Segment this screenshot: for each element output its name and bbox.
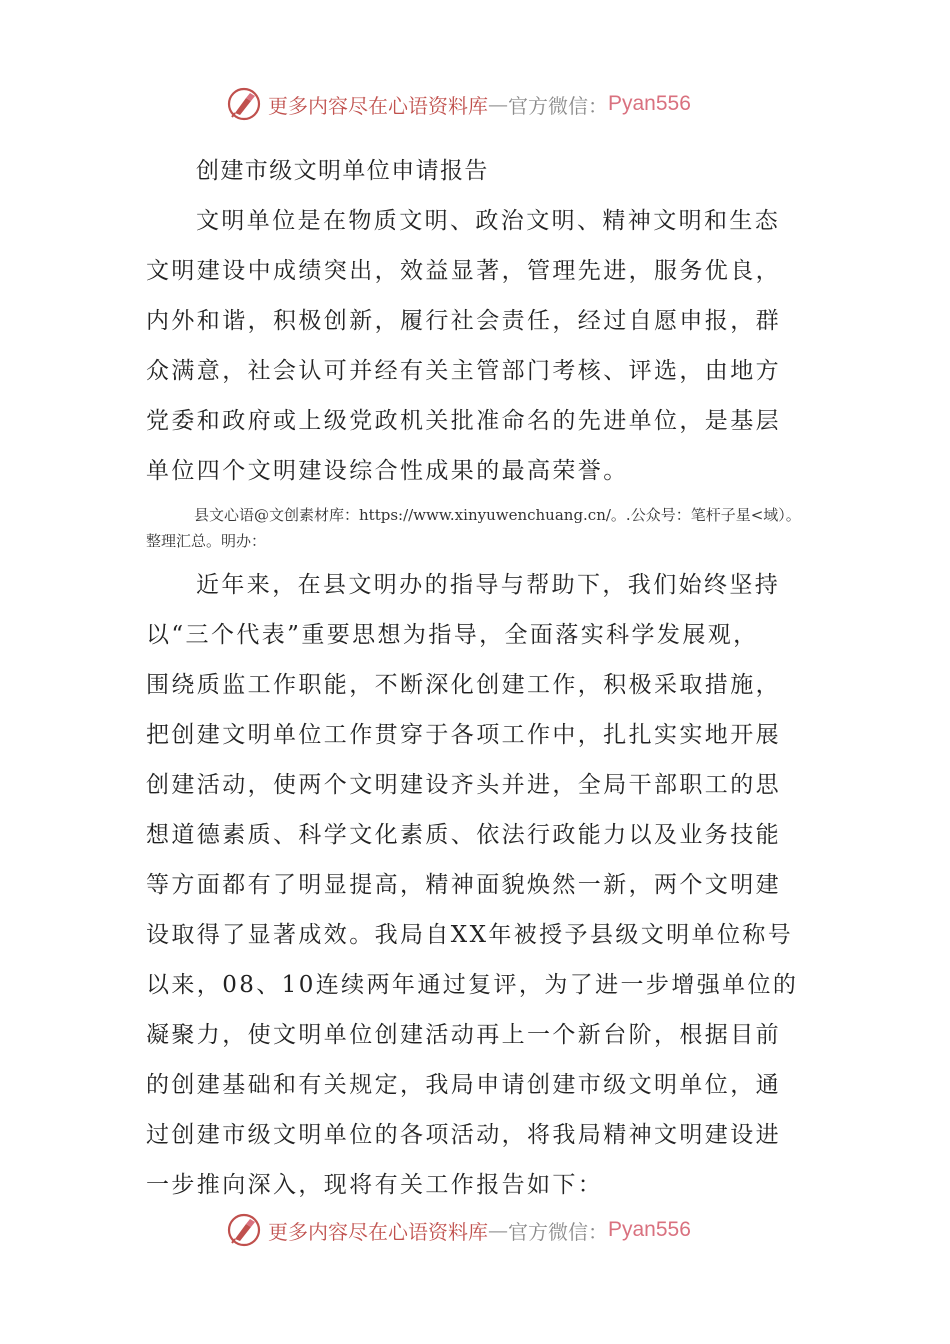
paragraph-line: 的创建基础和有关规定，我局申请创建市级文明单位，通: [146, 1072, 781, 1098]
brand-dash: —: [488, 1218, 508, 1242]
paragraph-line: 把创建文明单位工作贯穿于各项工作中，扎扎实实地开展: [146, 722, 781, 748]
paragraph-line: 设取得了显著成效。我局自XX年被授予县级文明单位称号: [146, 922, 794, 948]
paragraph-line: 等方面都有了明显提高，精神面貌焕然一新，两个文明建: [146, 872, 781, 898]
paragraph-line: 创建活动，使两个文明建设齐头并进，全局干部职工的思: [146, 772, 781, 798]
wechat-id: Pyan556: [608, 92, 691, 115]
paragraph-line: 党委和政府或上级党政机关批准命名的先进单位，是基层: [146, 408, 781, 434]
paragraph-line: 众满意，社会认可并经有关主管部门考核、评选，由地方: [146, 358, 781, 384]
note-line: 县文心语@文创素材库：https://www.xinyuwenchuang.cn/。.公众号：笔杆子星<域）。: [194, 506, 801, 524]
document-title: 创建市级文明单位申请报告: [196, 158, 489, 184]
paragraph-line: 围绕质监工作职能，不断深化创建工作，积极采取措施，: [146, 672, 781, 698]
paragraph-line: 文明单位是在物质文明、政治文明、精神文明和生态: [196, 208, 781, 234]
paragraph-line: 以来，08、10连续两年通过复评，为了进一步增强单位的: [146, 972, 799, 998]
wechat-label: 官方微信：: [508, 1219, 608, 1244]
paragraph-line: 一步推向深入，现将有关工作报告如下：: [146, 1172, 604, 1198]
paragraph-line: 内外和谐，积极创新，履行社会责任，经过自愿申报，群: [146, 308, 781, 334]
paragraph-line: 过创建市级文明单位的各项活动，将我局精神文明建设进: [146, 1122, 781, 1148]
paragraph-line: 以“三个代表”重要思想为指导，全面落实科学发展观，: [146, 622, 759, 648]
source-note: [146, 502, 810, 554]
note-line: 整理汇总。明办：: [146, 532, 267, 550]
paragraph-1: [146, 196, 810, 496]
paragraph-line: 近年来，在县文明办的指导与帮助下，我们始终坚持: [196, 572, 781, 598]
paragraph-line: 文明建设中成绩突出，效益显著，管理先进，服务优良，: [146, 258, 781, 284]
pen-nib-icon: [226, 86, 262, 122]
brand-text: 更多内容尽在心语资料库: [268, 93, 488, 118]
brand-dash: —: [488, 92, 508, 116]
paragraph-line: 单位四个文明建设综合性成果的最高荣誉。: [146, 458, 629, 484]
wechat-label: 官方微信：: [508, 93, 608, 118]
paragraph-line: 想道德素质、科学文化素质、依法行政能力以及业务技能: [146, 822, 781, 848]
brand-text: 更多内容尽在心语资料库: [268, 1219, 488, 1244]
header-banner: [226, 82, 746, 126]
paragraph-2: [146, 560, 810, 1210]
footer-banner: [226, 1208, 746, 1252]
wechat-id: Pyan556: [608, 1218, 691, 1241]
document-body: [146, 146, 810, 1210]
paragraph-line: 凝聚力，使文明单位创建活动再上一个新台阶，根据目前: [146, 1022, 781, 1048]
pen-nib-icon: [226, 1212, 262, 1248]
